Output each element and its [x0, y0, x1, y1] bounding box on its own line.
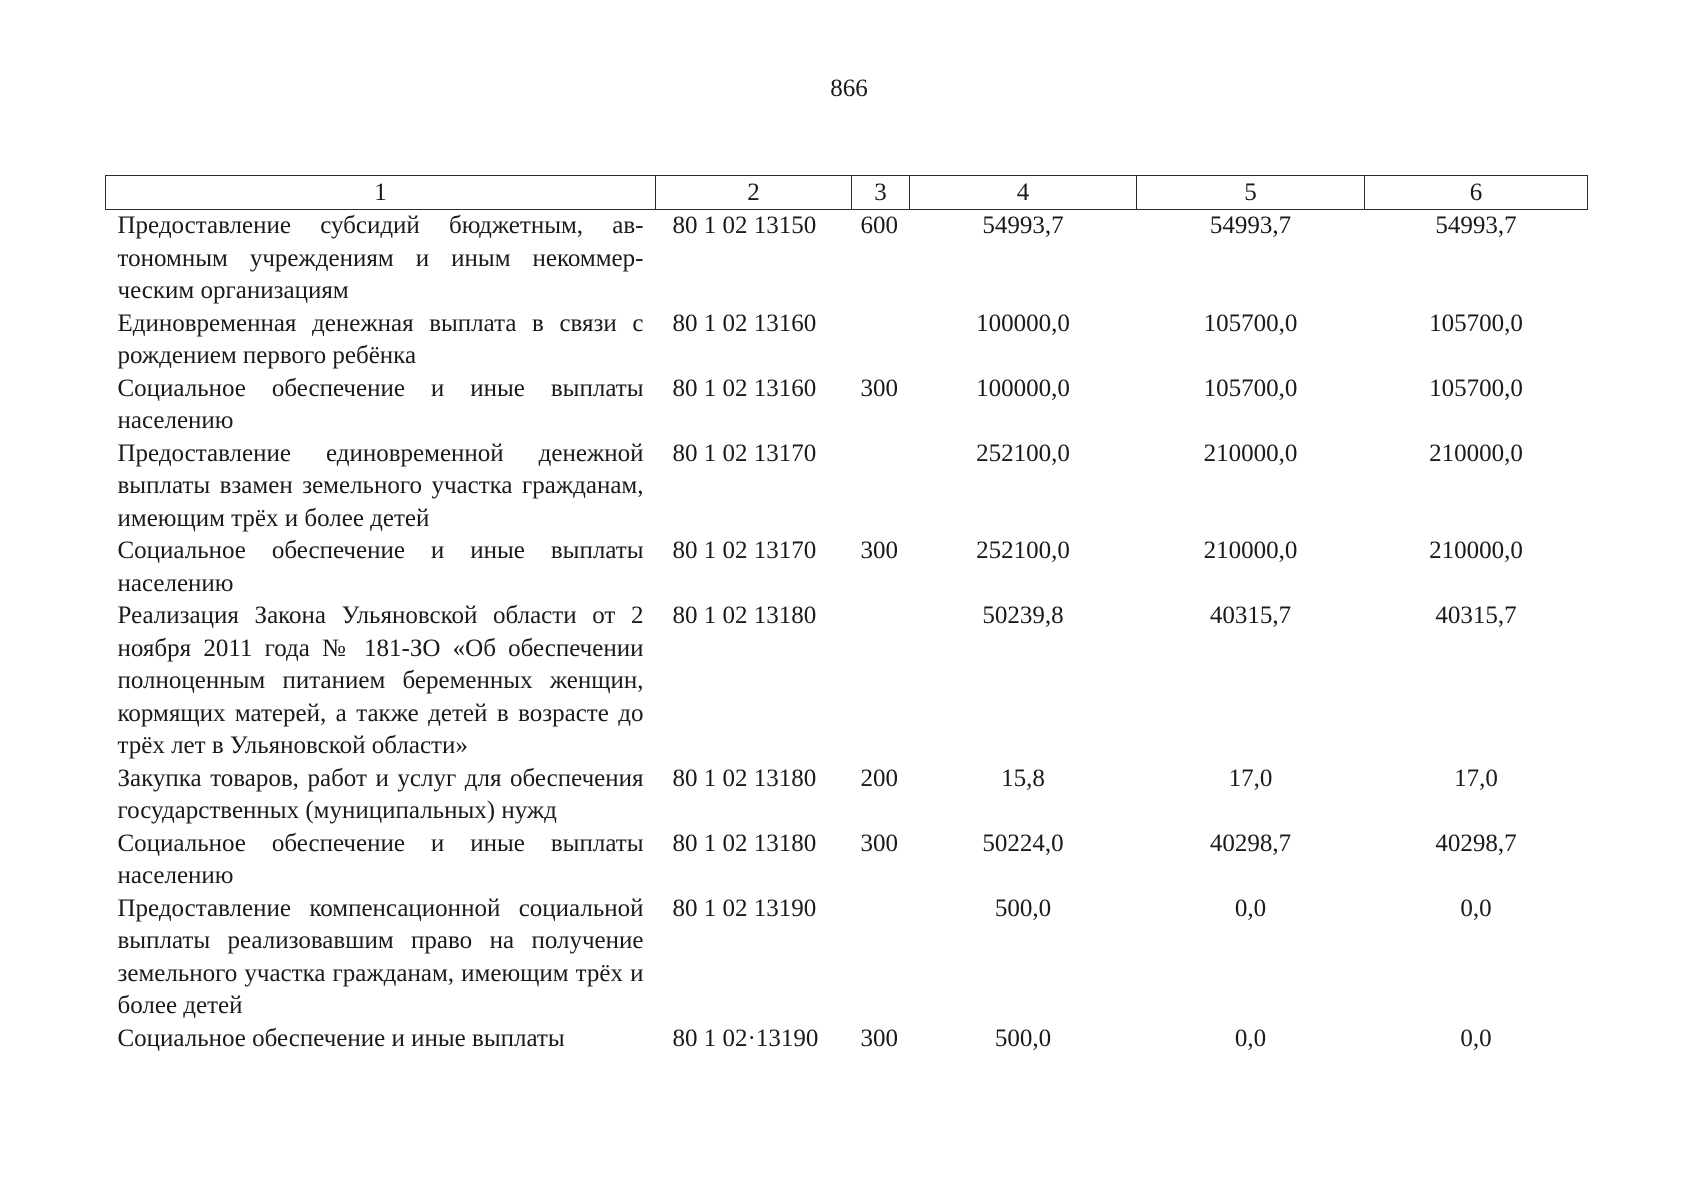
row-expense-type: 300: [860, 374, 898, 402]
row-value-col5: 210000,0: [1203, 537, 1298, 564]
row-value-col6: 105700,0: [1429, 309, 1523, 337]
row-expense-type: [852, 438, 910, 536]
row-name: Социальное обеспечение и иные выплаты населению: [117, 537, 644, 597]
row-value-col4: 252100,0: [976, 439, 1070, 467]
row-value-col5: 105700,0: [1203, 309, 1298, 337]
header-row: [106, 176, 1588, 210]
row-code: 80 1 02 13160: [672, 309, 817, 337]
row-expense-type: 300: [860, 1024, 898, 1052]
row-name: Предоставление субсидий бюджетным, автономным учреждениям и иным некоммерческим организациям: [117, 212, 644, 304]
page-number: 866: [830, 75, 868, 102]
row-name: Социальное обеспечение и иные выплаты: [117, 1024, 565, 1052]
row-value-col4: 100000,0: [976, 309, 1070, 337]
budget-table: [105, 175, 1588, 1055]
header-col-2: 2: [656, 176, 852, 210]
row-value-col6: 0,0: [1460, 1024, 1492, 1052]
row-code: 80 1 02·13190: [672, 1024, 819, 1052]
row-value-col6: 17,0: [1454, 764, 1498, 792]
row-value-col4: 54993,7: [982, 212, 1064, 239]
table-header: [106, 176, 1588, 210]
table-body: [106, 210, 1588, 1056]
header-col-4: 4: [910, 176, 1137, 210]
row-value-col5: 0,0: [1234, 894, 1267, 922]
row-name: Закупка товаров, работ и услуг для обеспечения государственных (муниципальных) нужд: [117, 764, 644, 824]
row-value-col4: 50224,0: [982, 829, 1064, 857]
row-value-col6: 0,0: [1460, 894, 1492, 922]
row-code: 80 1 02 13150: [672, 212, 817, 239]
row-expense-type: [852, 600, 910, 763]
row-value-col5: 17,0: [1228, 764, 1273, 792]
row-code: 80 1 02 13170: [672, 537, 817, 564]
row-value-col6: 54993,7: [1435, 212, 1517, 239]
row-name: Социальное обеспечение и иные выплаты населению: [117, 374, 644, 434]
header-col-1: 1: [106, 176, 656, 210]
header-col-6: 6: [1365, 176, 1588, 210]
row-value-col4: 50239,8: [982, 602, 1064, 629]
table-row: [106, 373, 1588, 438]
row-name: Единовременная денежная выплата в связи с рождением первого ребёнка: [117, 309, 644, 369]
row-value-col6: 40298,7: [1435, 829, 1517, 857]
row-code: 80 1 02 13180: [672, 602, 817, 629]
row-expense-type: [852, 308, 910, 373]
row-value-col5: 210000,0: [1203, 439, 1298, 467]
table-row: [106, 763, 1588, 828]
table-row: [106, 535, 1588, 600]
table-row: [106, 828, 1588, 893]
table-row: [106, 600, 1588, 763]
row-expense-type: 300: [860, 537, 898, 564]
row-value-col4: 15,8: [1001, 764, 1045, 792]
header-col-5: 5: [1137, 176, 1365, 210]
row-value-col6: 210000,0: [1429, 537, 1523, 564]
header-col-3: 3: [852, 176, 910, 210]
row-value-col5: 40298,7: [1209, 829, 1292, 857]
row-code: 80 1 02 13180: [672, 829, 817, 857]
row-name: Реализация Закона Ульяновской области от 2 ноября 2011 года № 181-ЗО «Об обеспечении полноценным питанием беременных женщин, кормящих матерей, а также детей в возрасте до трёх лет в Ульяновской области»: [117, 602, 644, 759]
row-value-col5: 105700,0: [1203, 374, 1298, 402]
row-code: 80 1 02 13180: [672, 764, 817, 792]
row-value-col5: 0,0: [1234, 1024, 1267, 1052]
row-name: Предоставление компенсационной социальной выплаты реализовавшим право на получение земельного участка гражданам, имеющим трёх и более детей: [117, 894, 644, 1019]
table-row: [106, 438, 1588, 536]
row-value-col6: 210000,0: [1429, 439, 1523, 467]
row-value-col4: 500,0: [994, 1024, 1052, 1052]
table-row: [106, 1023, 1588, 1056]
row-value-col6: 105700,0: [1429, 374, 1523, 402]
row-value-col5: 54993,7: [1209, 212, 1292, 239]
row-value-col4: 100000,0: [976, 374, 1070, 402]
row-expense-type: 200: [860, 764, 898, 792]
row-name: Предоставление единовременной денежной выплаты взамен земельного участка гражданам, имеющим трёх и более детей: [117, 439, 644, 532]
row-value-col4: 252100,0: [976, 537, 1070, 564]
table-row: [106, 893, 1588, 1023]
row-expense-type: [852, 893, 910, 1023]
row-code: 80 1 02 13170: [672, 439, 817, 467]
row-value-col6: 40315,7: [1435, 602, 1517, 629]
table-row: [106, 308, 1588, 373]
row-expense-type: 300: [860, 829, 898, 857]
row-value-col4: 500,0: [994, 894, 1052, 922]
row-value-col5: 40315,7: [1209, 602, 1292, 629]
row-code: 80 1 02 13190: [672, 894, 817, 922]
row-name: Социальное обеспечение и иные выплаты населению: [117, 829, 644, 889]
table-row: [106, 210, 1588, 308]
row-code: 80 1 02 13160: [672, 374, 817, 402]
row-expense-type: 600: [860, 212, 898, 239]
